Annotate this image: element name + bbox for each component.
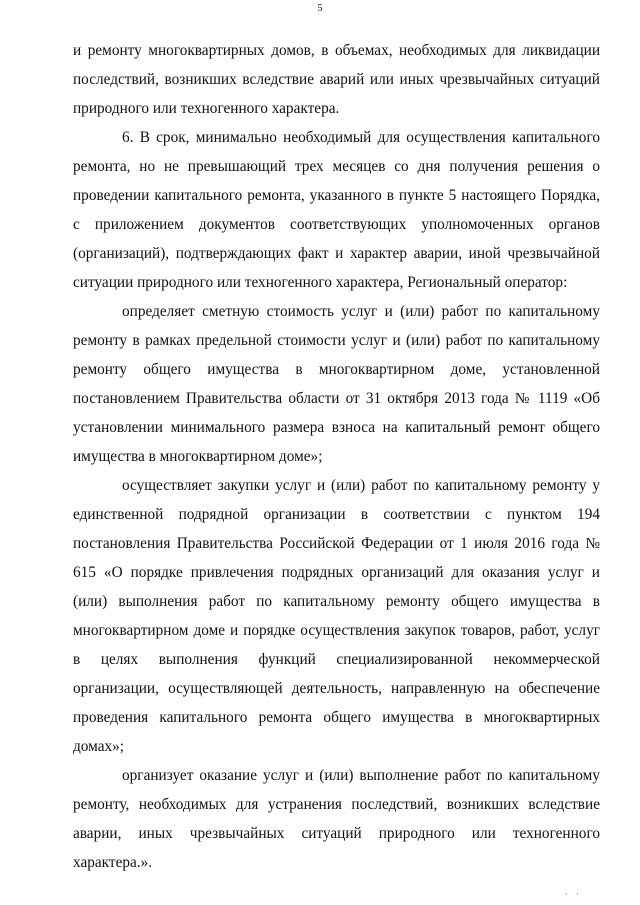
paragraph-determines-cost: определяет сметную стоимость услуг и (или) работ по капитальному ремонту в рамках предельной стоимости услуг и (или) работ по капитальному ремонту общего имущества в многоквартирном доме, установленной постановлением Правительства области от 31 октября 2013 года № 1119 «Об установлении минимального размера взноса на капитальный ремонт общего имущества в многоквартирном доме»; <box>73 303 600 465</box>
paragraph-item-6: 6. В срок, минимально необходимый для осуществления капитального ремонта, но не превышающий трех месяцев со дня получения решения о проведении капитального ремонта, указанного в пункте 5 настоящего Порядка, с приложением документов соответствующих уполномоченных органов (организаций), подтверждающих факт и характер аварии, иной чрезвычайной ситуации природного или техногенного характера, Региональный оператор: <box>73 129 600 291</box>
page-number: 5 <box>317 3 323 14</box>
paragraph-procurement: осуществляет закупки услуг и (или) работ по капитальному ремонту у единственной подрядной организации в соответствии с пунктом 194 постановления Правительства Российской Федерации от 1 июля 2016 года № 615 «О порядке привлечения подрядных организаций для оказания услуг и (или) выполнения работ по капитальному ремонту общего имущества в многоквартирном доме и порядке осуществления закупок товаров, работ, услуг в целях выполнения функций специализированной некоммерческой организации, осуществляющей деятельность, направленную на обеспечение проведения капитального ремонта общего имущества в многоквартирных домах»; <box>73 477 600 755</box>
paragraph-organizes-services: организует оказание услуг и (или) выполнение работ по капитальному ремонту, необходимых для устранения последствий, возникших вследствие аварии, иных чрезвычайных ситуаций природного или техногенного характера.». <box>73 767 600 871</box>
paragraph-continuation: и ремонту многоквартирных домов, в объемах, необходимых для ликвидации последствий, возникших вследствие аварий или иных чрезвычайных ситуаций природного или техногенного характера. <box>73 42 600 117</box>
scan-artifact-marks: · · <box>564 889 582 899</box>
document-body <box>73 36 600 877</box>
